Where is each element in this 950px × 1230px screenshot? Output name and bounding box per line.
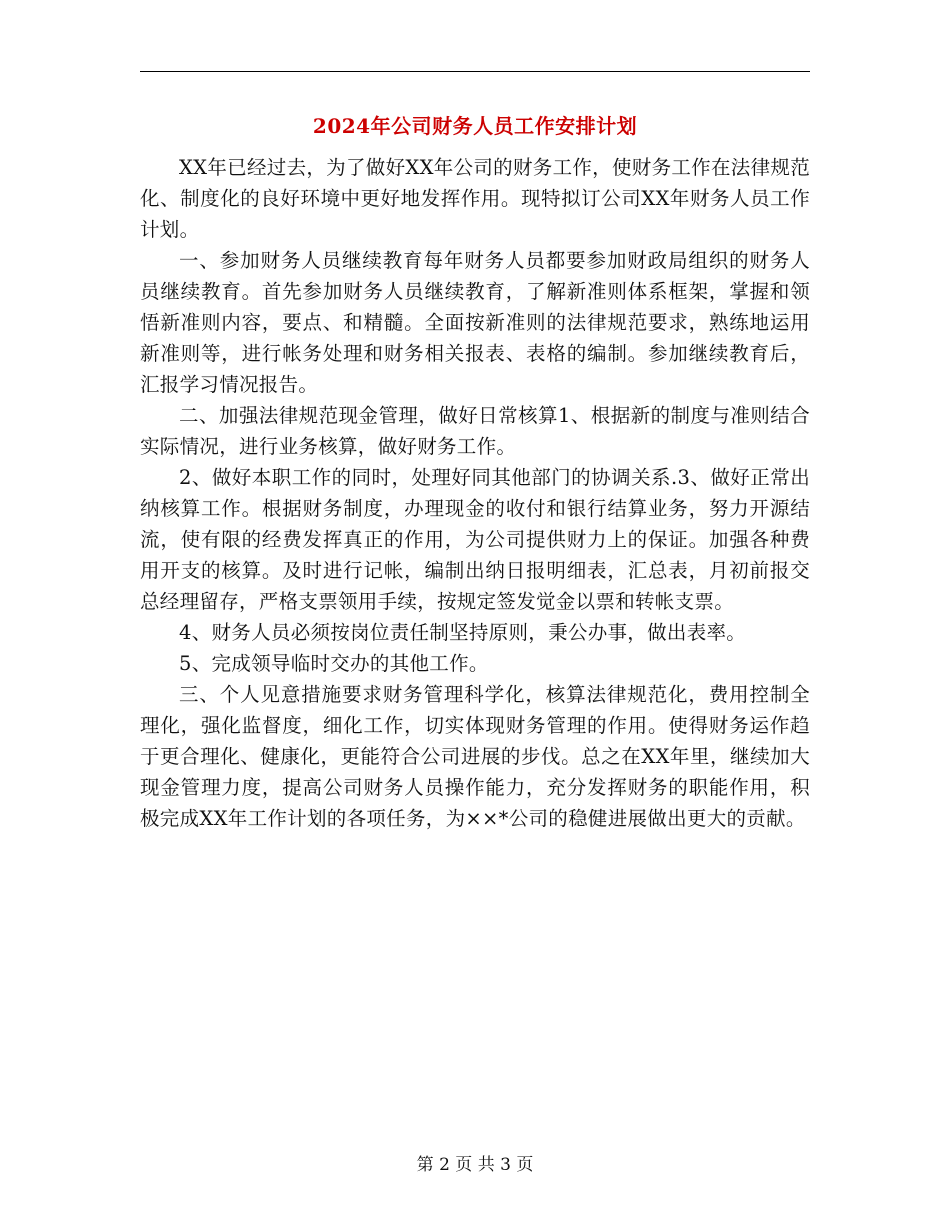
header-rule (140, 71, 810, 72)
paragraph-intro: XX年已经过去，为了做好XX年公司的财务工作，使财务工作在法律规范化、制度化的良好环境中更好地发挥作用。现特拟订公司XX年财务人员工作计划。 (140, 156, 810, 241)
document-title: 2024年公司财务人员工作安排计划 (312, 114, 638, 138)
paragraph-section-2: 二、加强法律规范现金管理，做好日常核算1、根据新的制度与准则结合实际情况，进行业务核算，做好财务工作。 (140, 404, 810, 458)
paragraph-item-2: 2、做好本职工作的同时，处理好同其他部门的协调关系.3、做好正常出纳核算工作。根据财务制度，办理现金的收付和银行结算业务，努力开源结流，使有限的经费发挥真正的作用，为公司提供财力上的保证。加强各种费用开支的核算。及时进行记帐，编制出纳日报明细表，汇总表，月初前报交总经理留存，严格支票领用手续，按规定签发觉金以票和转帐支票。 (140, 466, 810, 613)
document-body (140, 152, 810, 834)
page-number-label: 第 2 页 共 3 页 (416, 1155, 534, 1175)
paragraph-section-1: 一、参加财务人员继续教育每年财务人员都要参加财政局组织的财务人员继续教育。首先参加财务人员继续教育，了解新准则体系框架，掌握和领悟新准则内容，要点、和精髓。全面按新准则的法律规范要求，熟练地运用新准则等，进行帐务处理和财务相关报表、表格的编制。参加继续教育后，汇报学习情况报告。 (140, 249, 810, 396)
paragraph-section-3: 三、个人见意措施要求财务管理科学化，核算法律规范化，费用控制全理化，强化监督度，细化工作，切实体现财务管理的作用。使得财务运作趋于更合理化、健康化，更能符合公司进展的步伐。总之在XX年里，继续加大现金管理力度，提高公司财务人员操作能力，充分发挥财务的职能作用，积极完成XX年工作计划的各项任务，为××*公司的稳健进展做出更大的贡献。 (140, 683, 810, 830)
paragraph-item-4: 4、财务人员必须按岗位责任制坚持原则，秉公办事，做出表率。 (179, 621, 747, 644)
page-footer (0, 1153, 950, 1177)
paragraph-item-5: 5、完成领导临时交办的其他工作。 (179, 652, 489, 675)
